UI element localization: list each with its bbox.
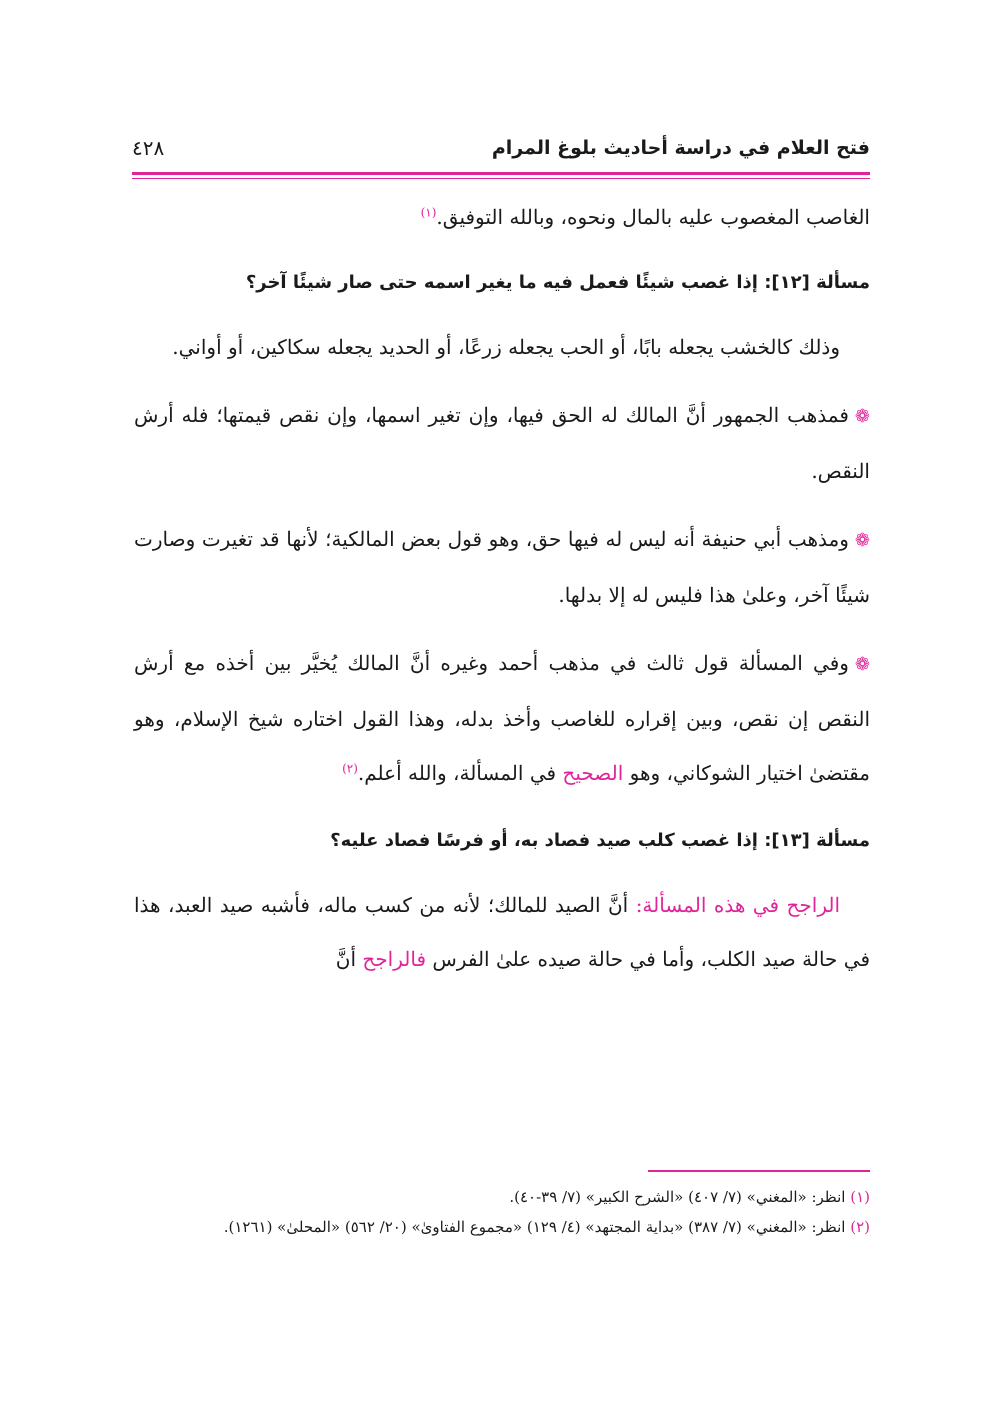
masala-13-heading [134, 814, 870, 868]
paragraph-continuation: الغاصب المغصوب عليه بالمال ونحوه، وبالله التوفيق.$^{(١)}$ [420, 205, 870, 229]
paragraph-jumhur: ❁فمذهب الجمهور أنَّ المالك له الحق فيها، وإن تغير اسمها، وإن نقص قيمتها؛ فله أرش النقص. [134, 403, 870, 483]
footnote-text: انظر: «المغني» (٧/ ٤٠٧) «الشرح الكبير» (٧/ ٣٩-٤٠). [509, 1188, 846, 1206]
page-number: ٤٢٨ [132, 136, 165, 160]
footnote-ref-1[interactable]: (١) [420, 205, 437, 220]
paragraph-rajih: الراجح في هذه المسألة: أنَّ الصيد للمالك؛ لأنه من كسب ماله، فأشبه صيد العبد، هذا في حالة صيد الكلب، وأما في حالة صيده علىٰ الفرس فالراجح أنَّ [134, 893, 870, 971]
paragraph-hanafi: ❁ومذهب أبي حنيفة أنه ليس له فيها حق، وهو قول بعض المالكية؛ لأنها قد تغيرت وصارت شيئًا آخر، وعلىٰ هذا فليس له إلا بدلها. [134, 527, 870, 607]
flower-bullet-icon: ❁ [854, 530, 870, 551]
footnote-1 [134, 1182, 870, 1212]
header-rule-thick [132, 172, 870, 175]
footnote-number: (٢) [850, 1218, 870, 1236]
footnote-number: (١) [850, 1188, 870, 1206]
highlight-rajih: فالراجح [362, 947, 427, 971]
footnotes [134, 1182, 870, 1242]
flower-bullet-icon: ❁ [854, 654, 870, 675]
masala-label: مسألة [١٣]: [764, 830, 870, 851]
footnote-ref-2[interactable]: (٢) [342, 761, 358, 776]
main-text [134, 190, 870, 986]
paragraph-examples: وذلك كالخشب يجعله بابًا، أو الحب يجعله زرعًا، أو الحديد يجعله سكاكين، أو أواني. [172, 335, 840, 359]
masala-12-heading [134, 256, 870, 310]
footnote-text: انظر: «المغني» (٧/ ٣٨٧) «بداية المجتهد» (٤/ ١٢٩) «مجموع الفتاوىٰ» (٢٠/ ٥٦٢) «المحلىٰ» (١٢٦١). [223, 1218, 846, 1236]
masala-question: إذا غصب كلب صيد فصاد به، أو فرسًا فصاد عليه؟ [330, 830, 758, 851]
highlight-rajih-heading: الراجح في هذه المسألة: [635, 893, 841, 917]
flower-bullet-icon: ❁ [854, 406, 870, 427]
highlight-sahih: الصحيح [562, 761, 624, 785]
page-header [132, 128, 870, 168]
footnote-2 [134, 1212, 870, 1242]
running-title: فتح العلام في دراسة أحاديث بلوغ المرام [491, 137, 870, 159]
paragraph-third-opinion: ❁وفي المسألة قول ثالث في مذهب أحمد وغيره أنَّ المالك يُخيَّر بين أخذه مع أرش النقص إن نقص، وبين إقراره للغاصب وأخذ بدله، وهذا القول اختاره شيخ الإسلام، وهو مقتضىٰ اختيار الشوكاني، وهو الصحيح في المسألة، والله أعلم.$^{(٢)}$ [134, 651, 870, 785]
masala-label: مسألة [١٢]: [764, 272, 870, 293]
footnote-separator [648, 1170, 870, 1172]
header-rule-thin [132, 178, 870, 179]
masala-question: إذا غصب شيئًا فعمل فيه ما يغير اسمه حتى صار شيئًا آخر؟ [245, 272, 758, 293]
